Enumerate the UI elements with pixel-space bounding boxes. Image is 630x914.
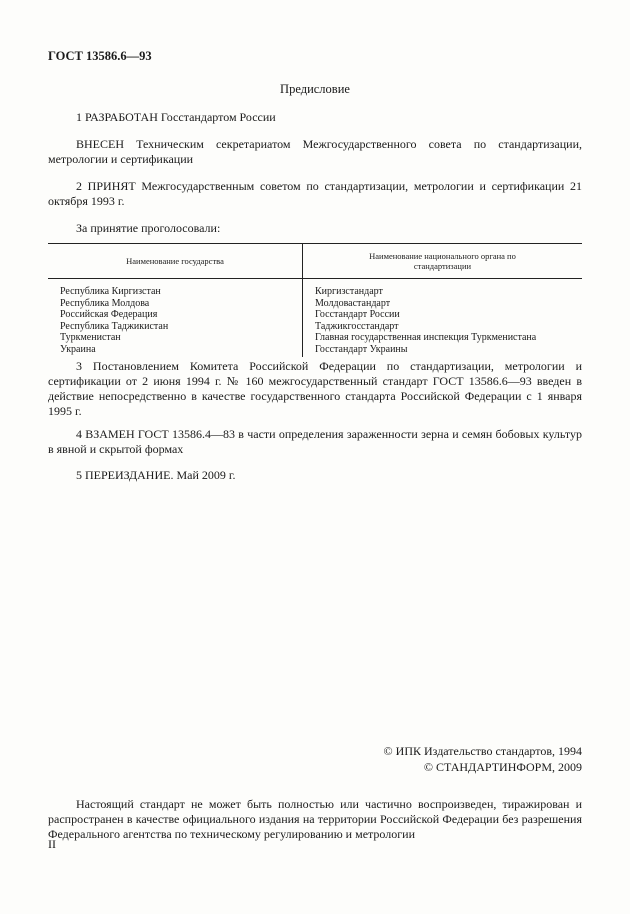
table-row <box>48 298 582 310</box>
table-cell-body: Госстандарт России <box>315 309 400 320</box>
page-number: II <box>48 837 56 851</box>
section-3: 3 Постановлением Комитета Российской Федерации по стандартизации, метрологии и сертификации от 2 июня 1994 г. № 160 межгосударственный стандарт ГОСТ 13586.6—93 введен в действие непосредственно в качестве государственного стандарта Российской Федерации с 1 января 1995 г. <box>48 359 582 418</box>
table-cell-body: Молдовастандарт <box>315 297 391 309</box>
section-1: 1 РАЗРАБОТАН Госстандартом России <box>76 110 276 124</box>
table-cell-state: Республика Киргизстан <box>48 279 303 298</box>
reproduction-notice: Настоящий стандарт не может быть полностью или частично воспроизведен, тиражирован и распространен в качестве официального издания на территории Российской Федерации без разрешения Федерального агентства по техническому регулированию и метрологии <box>48 797 582 841</box>
table-row <box>48 321 582 333</box>
column-header-body <box>303 244 583 279</box>
table-row <box>48 309 582 321</box>
table-cell-state: Туркменистан <box>48 332 303 344</box>
section-4: 4 ВЗАМЕН ГОСТ 13586.4—83 в части определения зараженности зерна и семян бобовых культур в явной и скрытой формах <box>48 427 582 456</box>
table-cell-state: Российская Федерация <box>48 309 303 321</box>
table-cell-body: Госстандарт Украины <box>315 343 408 355</box>
table-cell-state: Республика Молдова <box>48 298 303 310</box>
section-5: 5 ПЕРЕИЗДАНИЕ. Май 2009 г. <box>76 468 236 482</box>
copyright-line-1: © ИПК Издательство стандартов, 1994 <box>383 744 582 758</box>
table-cell-state: Украина <box>48 344 303 358</box>
column-header-state: Наименование государства <box>48 244 303 279</box>
table-cell-body: Главная государственная инспекция Туркменистана <box>315 332 537 343</box>
table-row <box>48 279 582 298</box>
page-title: Предисловие <box>280 82 350 96</box>
column-header-body-text: Наименование национального органа по стандартизации <box>369 251 516 271</box>
voting-table <box>48 243 582 357</box>
section-1-submitted: ВНЕСЕН Техническим секретариатом Межгосударственного совета по стандартизации, метрологии и сертификации <box>48 137 582 166</box>
table-cell-body: Таджикгосстандарт <box>315 320 399 332</box>
table-cell-state: Республика Таджикистан <box>48 321 303 333</box>
table-header-row <box>48 244 582 279</box>
vote-intro: За принятие проголосовали: <box>76 221 221 235</box>
section-2: 2 ПРИНЯТ Межгосударственным советом по стандартизации, метрологии и сертификации 21 октября 1993 г. <box>48 179 582 208</box>
table-cell-body: Киргизстандарт <box>315 286 383 297</box>
copyright-line-2: © СТАНДАРТИНФОРМ, 2009 <box>423 760 582 774</box>
document-code: ГОСТ 13586.6—93 <box>48 49 152 63</box>
table-row <box>48 332 582 344</box>
table-row <box>48 344 582 358</box>
